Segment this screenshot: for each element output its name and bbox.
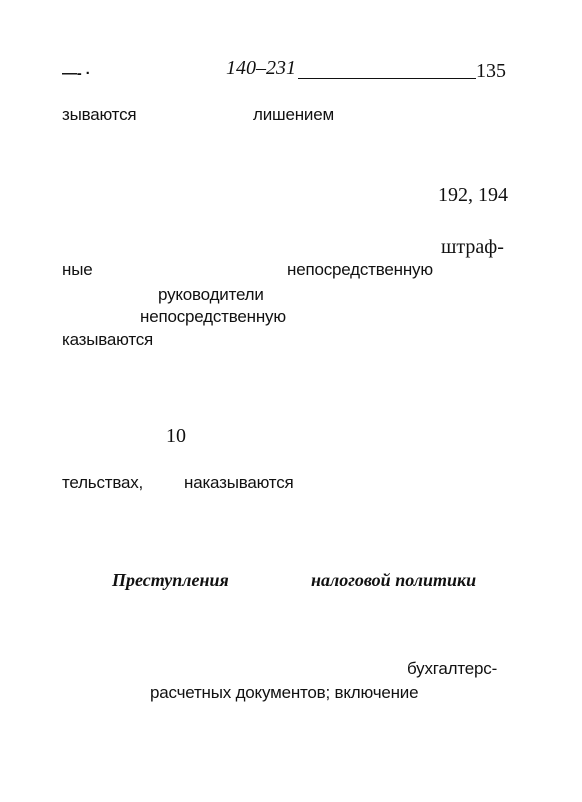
section-heading-part: Преступления [112,570,229,590]
text-fragment: тельствах, [62,473,144,492]
header-page-number: 135 [476,60,506,82]
text-fragment: лишением [253,105,334,124]
header-dash-mark: —- · [62,65,91,82]
text-fragment: зываются [62,105,137,124]
text-fragment: казываются [62,330,154,349]
section-heading-part: налоговой политики [311,570,477,590]
text-fragment: расчетных документов; включение [150,683,419,702]
text-fragment: бухгалтерс- [407,659,498,678]
header-page-range: 140–231 [226,57,296,79]
text-fragment: наказываются [184,473,294,492]
text-fragment: 192, 194 [438,184,508,206]
text-fragment: непосредственную [140,307,286,326]
text-fragment: ные [62,260,93,279]
text-fragment: руководители [158,285,264,304]
text-fragment: 10 [166,425,186,447]
text-fragment: штраф- [441,236,504,258]
text-fragment: непосредственную [287,260,433,279]
header-rule [298,78,476,79]
